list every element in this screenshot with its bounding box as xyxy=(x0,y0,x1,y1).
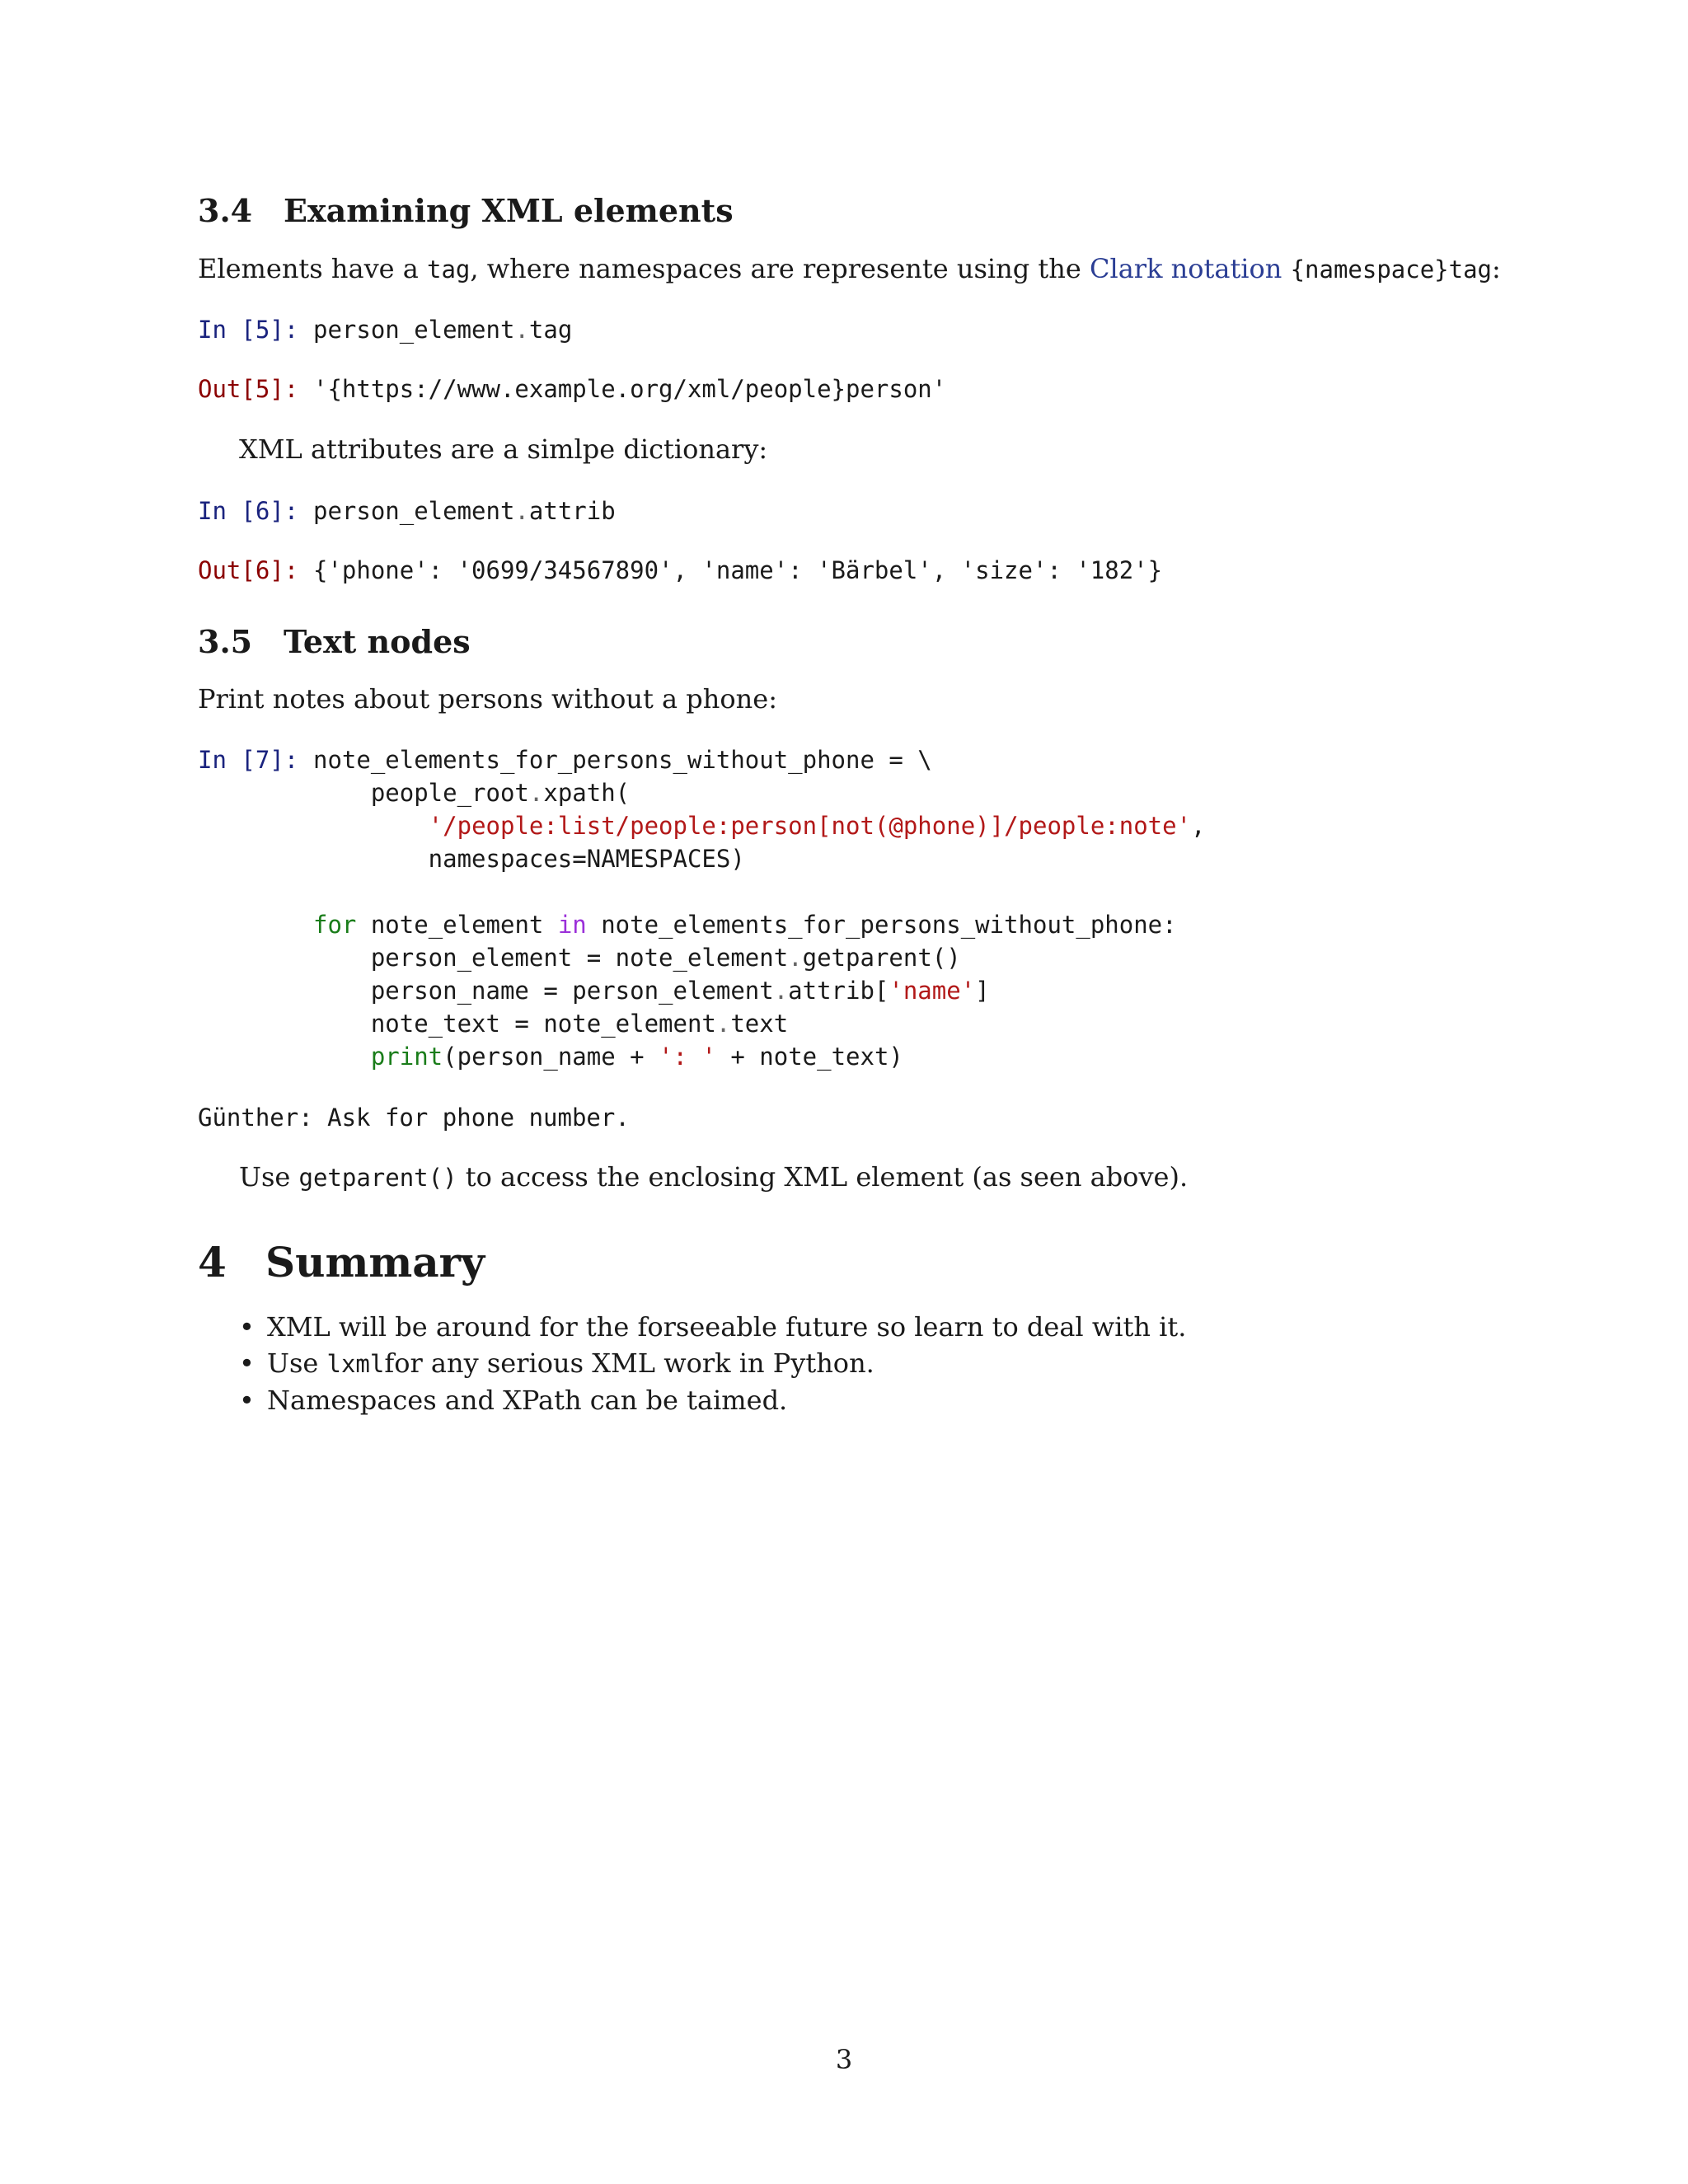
section-number: 3.4 xyxy=(198,192,253,229)
code-string: ': ' xyxy=(659,1043,716,1071)
output-cell-6: {'phone': '0699/34567890', 'name': 'Bärbel', 'size': '182'} xyxy=(313,556,1163,584)
section-title: Examining XML elements xyxy=(284,192,734,229)
code-line xyxy=(313,911,1177,939)
code-token: . xyxy=(715,1010,731,1038)
code-line: namespaces=NAMESPACES) xyxy=(313,845,745,873)
text: : xyxy=(1492,253,1501,284)
code-builtin: print xyxy=(370,1043,443,1071)
text: to access the enclosing XML element (as seen above). xyxy=(457,1161,1189,1193)
code-token: attrib xyxy=(528,497,616,525)
code-token: xpath( xyxy=(543,779,631,807)
code-string: 'name' xyxy=(889,977,976,1005)
code-token: note_element xyxy=(356,911,558,939)
code-line: note_elements_for_persons_without_phone = \ xyxy=(313,746,932,774)
text: Elements have a xyxy=(198,253,427,284)
paragraph-text-nodes-intro: Print notes about persons without a phone: xyxy=(198,683,777,715)
text xyxy=(1282,253,1290,284)
inline-code: lxml xyxy=(326,1350,385,1378)
input-prompt: In [7]: xyxy=(198,746,299,774)
paragraph-intro-elements xyxy=(198,252,1501,286)
stream-output: Günther: Ask for phone number. xyxy=(198,1104,630,1132)
code-token: , xyxy=(1191,812,1206,840)
section-heading-3-5 xyxy=(198,623,471,661)
code-line xyxy=(313,944,961,972)
code-token: text xyxy=(730,1010,789,1038)
code-keyword: for xyxy=(313,911,357,939)
code-token: tag xyxy=(528,316,573,344)
input-prompt: In [5]: xyxy=(198,316,299,344)
output-prompt: Out[5]: xyxy=(198,375,299,403)
input-prompt: In [6]: xyxy=(198,497,299,525)
text: , where namespaces are represente using the xyxy=(470,253,1090,284)
code-token: person_element xyxy=(313,497,515,525)
code-token: note_elements_for_persons_without_phone: xyxy=(586,911,1177,939)
clark-notation-link[interactable]: Clark notation xyxy=(1089,253,1282,284)
code-cell-5 xyxy=(313,313,572,346)
inline-code: {namespace}tag xyxy=(1290,255,1493,284)
paragraph-getparent xyxy=(239,1160,1188,1194)
code-token: people_root xyxy=(313,779,529,807)
code-token: + note_text) xyxy=(715,1043,903,1071)
list-item-text: Namespaces and XPath can be taimed. xyxy=(267,1385,788,1416)
list-item xyxy=(239,1309,1186,1345)
section-heading-3-4 xyxy=(198,192,734,230)
inline-code: tag xyxy=(427,255,471,284)
code-token: attrib[ xyxy=(788,977,889,1005)
code-token: person_element xyxy=(313,316,515,344)
code-line xyxy=(313,977,990,1005)
section-title: Text nodes xyxy=(284,623,471,660)
paragraph-attributes: XML attributes are a simlpe dictionary: xyxy=(239,434,768,465)
code-token: note_text = note_element xyxy=(313,1010,716,1038)
code-cell-7 xyxy=(313,743,1206,1073)
section-number: 4 xyxy=(198,1238,227,1286)
section-heading-4 xyxy=(198,1238,485,1287)
list-item-text: Use xyxy=(267,1347,327,1379)
section-title: Summary xyxy=(265,1238,485,1286)
code-token: . xyxy=(514,316,529,344)
list-item xyxy=(239,1345,1186,1382)
code-keyword: in xyxy=(557,911,587,939)
code-token: person_element = note_element xyxy=(313,944,789,972)
code-line xyxy=(313,779,630,807)
inline-code: getparent() xyxy=(298,1164,457,1192)
code-token: . xyxy=(788,944,803,972)
code-line xyxy=(313,812,1206,840)
code-token: . xyxy=(514,497,529,525)
code-token: . xyxy=(773,977,789,1005)
code-token: getparent() xyxy=(802,944,961,972)
code-token: . xyxy=(528,779,544,807)
list-item xyxy=(239,1382,1186,1418)
code-token: (person_name + xyxy=(443,1043,659,1071)
list-item-text: for any serious XML work in Python. xyxy=(384,1347,874,1379)
code-line xyxy=(313,1010,788,1038)
code-token: person_name = person_element xyxy=(313,977,774,1005)
text: Use xyxy=(239,1161,299,1193)
section-number: 3.5 xyxy=(198,623,253,660)
output-cell-5: '{https://www.example.org/xml/people}person' xyxy=(313,375,947,403)
page-number: 3 xyxy=(835,2044,853,2075)
code-cell-6 xyxy=(313,494,616,527)
code-line xyxy=(313,1043,903,1071)
code-token: ] xyxy=(975,977,990,1005)
summary-list xyxy=(239,1309,1186,1418)
output-prompt: Out[6]: xyxy=(198,556,299,584)
list-item-text: XML will be around for the forseeable future so learn to deal with it. xyxy=(267,1311,1187,1343)
code-string: '/people:list/people:person[not(@phone)]/people:note' xyxy=(428,812,1192,840)
